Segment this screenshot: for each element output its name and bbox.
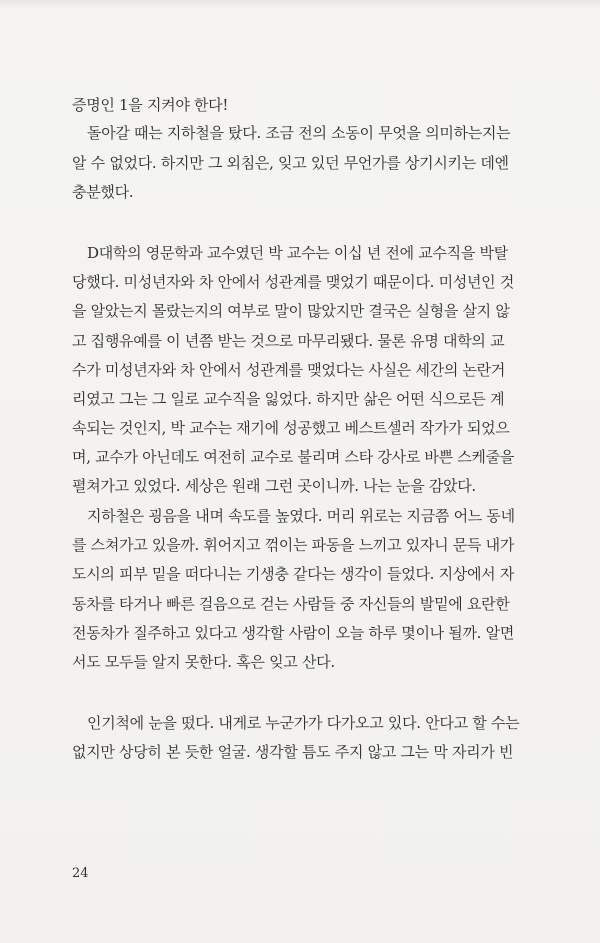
text-line: 서도 모두들 알지 못한다. 혹은 잊고 산다. <box>72 653 335 671</box>
text-line: 고 집행유예를 이 년쯤 받는 것으로 마무리됐다. 물론 유명 대학의 교 <box>72 332 505 350</box>
text-line: 충분했다. <box>72 183 134 201</box>
text-line: 속되는 것인지, 박 교수는 재기에 성공했고 베스트셀러 작가가 되었으 <box>72 419 510 437</box>
text-line: 펼쳐가고 있었다. 세상은 원래 그런 곳이니까. 나는 눈을 감았다. <box>72 477 476 495</box>
text-line: 도시의 피부 밑을 떠다니는 기생충 같다는 생각이 들었다. 지상에서 자 <box>72 565 515 583</box>
text-line: 없지만 상당히 본 듯한 얼굴. 생각할 틈도 주지 않고 그는 막 자리가 빈 <box>72 743 514 761</box>
text-line: 며, 교수가 아닌데도 여전히 교수로 불리며 스타 강사로 바쁜 스케줄을 <box>72 448 515 466</box>
text-line: 인기척에 눈을 떴다. 내게로 누군가가 다가오고 있다. 안다고 할 수는 <box>87 714 520 732</box>
text-line: 알 수 없었다. 하지만 그 외침은, 잊고 있던 무언가를 상기시키는 데엔 <box>72 154 509 172</box>
text-line: 증명인 1을 지켜야 한다! <box>72 96 229 114</box>
text-line: 지하철은 굉음을 내며 속도를 높였다. 머리 위로는 지금쯤 어느 동네 <box>87 507 515 525</box>
page-number: 24 <box>72 866 89 881</box>
text-line: 를 스쳐가고 있을까. 휘어지고 꺾이는 파동을 느끼고 있자니 문득 내가 <box>72 536 515 554</box>
text-line: 돌아갈 때는 지하철을 탔다. 조금 전의 소동이 무엇을 의미하는지는 <box>87 124 511 142</box>
text-line: 동차를 타거나 빠른 걸음으로 걷는 사람들 중 자신들의 발밑에 요란한 <box>72 595 510 613</box>
text-line: D대학의 영문학과 교수였던 박 교수는 이십 년 전에 교수직을 박탈 <box>87 244 508 262</box>
text-line: 당했다. 미성년자와 차 안에서 성관계를 맺었기 때문이다. 미성년인 것 <box>72 273 515 291</box>
text-line: 리였고 그는 그 일로 교수직을 잃었다. 하지만 삶은 어떤 식으로든 계 <box>72 390 505 408</box>
text-line: 전동차가 질주하고 있다고 생각할 사람이 오늘 하루 몇이나 될까. 알면 <box>72 624 515 642</box>
text-line: 수가 미성년자와 차 안에서 성관계를 맺었다는 사실은 세간의 논란거 <box>72 361 506 379</box>
text-line: 을 알았는지 몰랐는지의 여부로 말이 많았지만 결국은 실형을 살지 않 <box>72 302 510 320</box>
page-top-shadow <box>0 0 600 10</box>
